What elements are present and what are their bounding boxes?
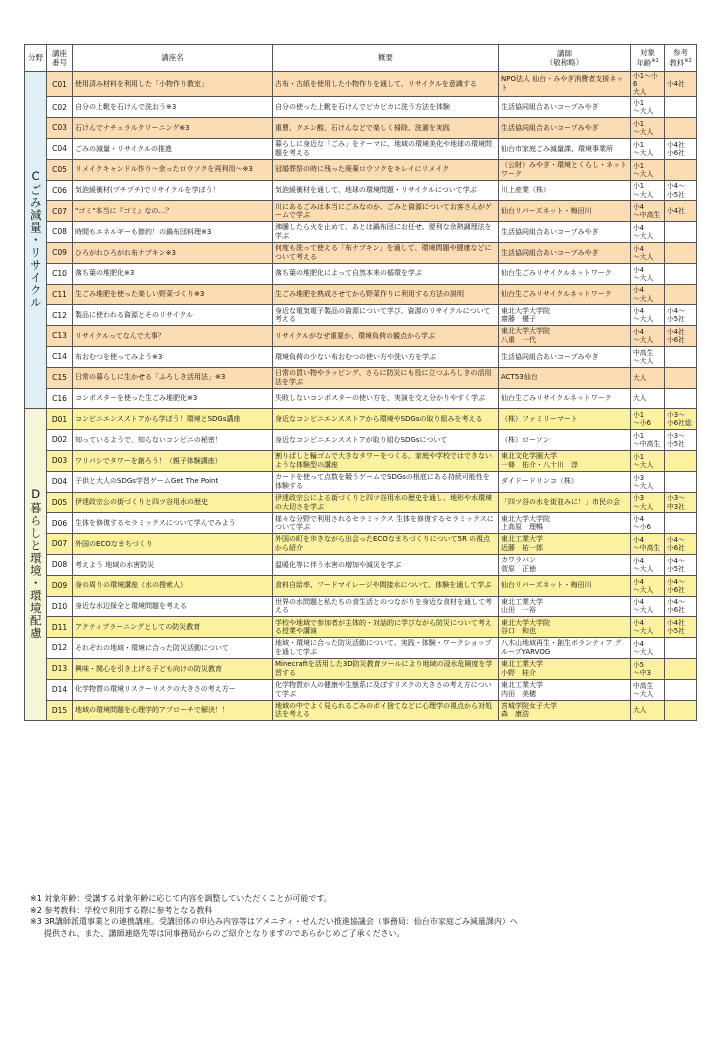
course-list [25, 72, 697, 721]
course-desc: 化学物質が人の健康や生態系に及ぼすリスクの大きさの考え方について学ぶ [273, 679, 499, 700]
course-reference [665, 679, 697, 700]
course-desc: 重曹、クエン酸、石けんなどで楽しく掃除、洗濯を実践 [273, 118, 499, 139]
course-row [25, 326, 697, 347]
course-row [25, 118, 697, 139]
course-desc: 落ち葉の堆肥化によって自然本来の循環を学ぶ [273, 263, 499, 284]
course-desc: リサイクルがなぜ重要か、環境負荷の観点から学ぶ [273, 326, 499, 347]
course-desc: 気泡緩衝材を通して、地球の環境問題・リサイクルについて学ぶ [273, 180, 499, 201]
course-desc: 沸騰したら火を止めて、あとは鍋布団にお任せ。便利な余熱調理法を学ぶ [273, 222, 499, 243]
course-code: D05 [47, 492, 73, 513]
course-row [25, 367, 697, 388]
course-code: D13 [47, 658, 73, 679]
section-label-text: Cごみ減量・リサイクル [28, 168, 43, 309]
section-label [25, 409, 47, 721]
course-title: ごみの減量・リサイクルの推進 [73, 139, 273, 160]
course-title: アクティブラーニングとしての防災教育 [73, 617, 273, 638]
course-reference [665, 243, 697, 264]
course-title: 生ごみ堆肥を使った楽しい野菜づくり※3 [73, 284, 273, 305]
course-desc: 古布・古紙を使用した小物作りを通して、リサイクルを意識する [273, 72, 499, 97]
section-label [25, 72, 47, 409]
course-audience: 小1～小6 大人 [631, 72, 665, 97]
course-reference: 小4社 小6社 [665, 326, 697, 347]
course-reference: 小4～ 小6社 [665, 575, 697, 596]
course-desc: 失敗しないコンポスターの使い方を、実演を交え分かりやすく学ぶ [273, 388, 499, 409]
course-audience: 小5 ～中3 [631, 658, 665, 679]
course-code: C05 [47, 159, 73, 180]
course-title: 使用済み材料を利用した「小物作り教室」 [73, 72, 273, 97]
course-lecturer: 仙台生ごみリサイクルネットワーク [499, 284, 631, 305]
course-audience: 小1 ～中高生 [631, 430, 665, 451]
course-lecturer: （株）ファミリーマート [499, 409, 631, 430]
header-code: 講座 番号 [47, 45, 73, 72]
course-code: D01 [47, 409, 73, 430]
course-audience: 小3 ～大人 [631, 492, 665, 513]
header-audience: 対象 年齢$^{※1}$ [631, 45, 665, 72]
course-row [25, 492, 697, 513]
course-reference: 小4～ 小6社 [665, 596, 697, 617]
course-reference [665, 638, 697, 659]
footnote: ※2 参考教科：学校で利用する際に参考となる教科 [30, 905, 213, 915]
course-lecturer: 生活協同組合あいコープみやぎ [499, 222, 631, 243]
course-title: 石けんでナチュラルクリーニング※3 [73, 118, 273, 139]
course-title: 子供と大人のSDGs学習ゲームGet The Point [73, 471, 273, 492]
course-code: C06 [47, 180, 73, 201]
footnote: 提供され、また、講師連絡先等は同事務局からのご紹介となりますのであらかじめご了承ください。 [44, 928, 405, 938]
course-code: C09 [47, 243, 73, 264]
course-lecturer: 生活協同組合あいコープみやぎ [499, 347, 631, 368]
course-desc: 何度も洗って使える「布ナプキン」を通して、環境問題や健康などについて考える [273, 243, 499, 264]
course-title: 気泡緩衝材(プチプチ)でリサイクルを学ぼう！ [73, 180, 273, 201]
course-reference [665, 97, 697, 118]
course-desc: 様々な分野で利用されるセラミックス 生体を修復するセラミックスについて学ぶ [273, 513, 499, 534]
footnote: ※3 3R講師派遣事業との連携講座。受講団体の申込み内容等はアメニティ・せんだい推進協議会（事務局：仙台市家庭ごみ減量課内）へ [30, 917, 518, 927]
course-row [25, 451, 697, 472]
course-audience: 中高生 ～大人 [631, 347, 665, 368]
course-title: 落ち葉の堆肥化※3 [73, 263, 273, 284]
course-title: 身近な水辺保全と環境問題を考える [73, 596, 273, 617]
course-desc: 日常の買い物やラッピング、さらに防災にも役に立つふろしきの活用法を学ぶ [273, 367, 499, 388]
course-code: C13 [47, 326, 73, 347]
course-desc: 食料自給率、フードマイレージや間接水について、体験を通して学ぶ [273, 575, 499, 596]
course-reference [665, 347, 697, 368]
header-lecturer: 講師 （敬称略） [499, 45, 631, 72]
course-title: それぞれの地域・環境に合った防災活動について [73, 638, 273, 659]
course-reference [665, 118, 697, 139]
course-row [25, 430, 697, 451]
course-code: D10 [47, 596, 73, 617]
course-audience: 小4 ～中高生 [631, 201, 665, 222]
course-reference: 小3～ 中3社 [665, 492, 697, 513]
course-audience: 大人 [631, 700, 665, 721]
course-desc: 自分の使った上靴を石けんでピカピカに洗う方法を体験 [273, 97, 499, 118]
course-row [25, 97, 697, 118]
course-desc: Minecraftを活用した3D防災教育ツールにより地域の浸水危険度を学習する [273, 658, 499, 679]
course-lecturer: （公財）みやぎ・環境とくらし・ネットワーク [499, 159, 631, 180]
course-audience: 小4 ～大人 [631, 305, 665, 326]
course-audience: 小4 ～大人 [631, 555, 665, 576]
course-row [25, 72, 697, 97]
course-lecturer: 東北工業大学 内田 美穂 [499, 679, 631, 700]
course-code: C01 [47, 72, 73, 97]
course-reference: 小4～ 小6社 [665, 534, 697, 555]
course-title: "ゴミ"本当に『ゴミ』なの…？ [73, 201, 273, 222]
course-audience: 中高生 ～大人 [631, 679, 665, 700]
course-lecturer: 生活協同組合あいコープみやぎ [499, 118, 631, 139]
course-reference [665, 263, 697, 284]
header-field: 分野 [25, 45, 47, 72]
course-row [25, 263, 697, 284]
course-reference [665, 284, 697, 305]
course-desc: 身近なコンビニエンスストアが取り組むSDGsについて [273, 430, 499, 451]
course-title: 日常の暮らしに生かせる「ふろしき活用法」※3 [73, 367, 273, 388]
course-code: C08 [47, 222, 73, 243]
course-row [25, 555, 697, 576]
course-title: 伊達政宗公の街づくりと四ツ谷用水の歴史 [73, 492, 273, 513]
course-row [25, 596, 697, 617]
course-audience: 小4 ～小6 [631, 513, 665, 534]
course-title: 地域の環境問題を心理学的アプローチで解決！！ [73, 700, 273, 721]
course-reference: 小4～ 小5社 [665, 555, 697, 576]
course-title: リサイクルってなんで大事？ [73, 326, 273, 347]
course-row [25, 638, 697, 659]
course-audience: 小3 ～大人 [631, 471, 665, 492]
course-code: D15 [47, 700, 73, 721]
course-row [25, 658, 697, 679]
course-row [25, 222, 697, 243]
course-row [25, 388, 697, 409]
course-lecturer: ACT53仙台 [499, 367, 631, 388]
course-title: 布おむつを使ってみよう※3 [73, 347, 273, 368]
course-desc: 温暖化等に伴う水害の増加や減災を学ぶ [273, 555, 499, 576]
course-title: ワリバシでタワーを創ろう！（親子体験講座） [73, 451, 273, 472]
course-lecturer: ダイドードリンコ（株） [499, 471, 631, 492]
course-desc: 外国の町を歩きながら出会ったECOなまちづくりについて5R の視点から紹介 [273, 534, 499, 555]
course-lecturer: （株）ローソン [499, 430, 631, 451]
course-lecturer: 生活協同組合あいコープみやぎ [499, 97, 631, 118]
course-reference: 小3～ 小6社総 [665, 409, 697, 430]
course-lecturer: 東北大学大学院 齋藤 優子 [499, 305, 631, 326]
course-reference [665, 159, 697, 180]
course-title: 考えよう 地域の水害防災 [73, 555, 273, 576]
course-row [25, 679, 697, 700]
course-lecturer: 宮城学院女子大学 森 康浩 [499, 700, 631, 721]
course-audience: 小1 ～大人 [631, 118, 665, 139]
course-code: C10 [47, 263, 73, 284]
course-desc: カードを使って点数を競うゲームでSDGsの根底にある持続可能性を体験する [273, 471, 499, 492]
course-title: 自分の上靴を石けんで洗おう※3 [73, 97, 273, 118]
course-audience: 小4 ～中高生 [631, 534, 665, 555]
course-code: C12 [47, 305, 73, 326]
course-row [25, 159, 697, 180]
course-row [25, 409, 697, 430]
course-reference: 小3～ 小5社 [665, 430, 697, 451]
course-reference [665, 222, 697, 243]
course-lecturer: 仙台リバーズネット・梅田川 [499, 201, 631, 222]
course-code: D03 [47, 451, 73, 472]
course-row [25, 347, 697, 368]
course-audience: 小1 ～大人 [631, 451, 665, 472]
course-desc: 学校や地域で参加者が主体的・対話的に学びながら防災について考える授業や講演 [273, 617, 499, 638]
course-title: コンビニエンスストアから学ぼう！環境とSDGs講座 [73, 409, 273, 430]
course-desc: 冠婚葬祭の時に残った廃棄ロウソクをキレイにリメイク [273, 159, 499, 180]
course-audience: 小4 ～大人 [631, 243, 665, 264]
course-lecturer: 生活協同組合あいコープみやぎ [499, 243, 631, 264]
course-reference [665, 451, 697, 472]
course-code: C02 [47, 97, 73, 118]
course-reference: 小4社 小5社 [665, 617, 697, 638]
course-lecturer: カワラバン 菅原 正徳 [499, 555, 631, 576]
course-row [25, 575, 697, 596]
course-lecturer: 東北大学大学院 谷口 和也 [499, 617, 631, 638]
course-reference: 小4社 [665, 201, 697, 222]
course-desc: 伊達政宗公による街づくりと四ツ谷用水の歴史を通し、地形や水環境の大切さを学ぶ [273, 492, 499, 513]
course-lecturer: 川上産業（株） [499, 180, 631, 201]
course-lecturer: 東北工業大学 小野 桂介 [499, 658, 631, 679]
course-lecturer: 東北工業大学 近藤 祐一郎 [499, 534, 631, 555]
course-audience: 小4 ～大人 [631, 617, 665, 638]
course-title: 興味・関心を引き上げる子ども向けの防災教育 [73, 658, 273, 679]
course-lecturer: 仙台生ごみリサイクルネットワーク [499, 263, 631, 284]
course-row [25, 243, 697, 264]
course-reference: 小4～ 小5社 [665, 180, 697, 201]
course-title: 身の周りの環境講座（水の搜索人） [73, 575, 273, 596]
course-title: 知っているようで、知らないコンビニの秘密！ [73, 430, 273, 451]
course-desc: 地域・環境に合った防災活動について、実践・体験・ワークショップを通して学ぶ [273, 638, 499, 659]
course-reference: 小4社 [665, 72, 697, 97]
course-code: C03 [47, 118, 73, 139]
course-audience: 小1 ～大人 [631, 159, 665, 180]
course-title: 製品に使われる資源とそのリサイクル [73, 305, 273, 326]
course-lecturer: 東北大学大学院 上高原 理暢 [499, 513, 631, 534]
course-row [25, 513, 697, 534]
course-audience: 小4 ～大人 [631, 638, 665, 659]
course-reference [665, 388, 697, 409]
course-lecturer: 東北工業大学 山田 一裕 [499, 596, 631, 617]
course-lecturer: 八木山地域再生・創生ボランティア グループYARVOG [499, 638, 631, 659]
course-audience: 小1 ～大人 [631, 97, 665, 118]
course-lecturer: 仙台リバーズネット・梅田川 [499, 575, 631, 596]
footnotes [30, 893, 710, 939]
course-reference: 小4社 小6社 [665, 139, 697, 160]
course-code: D14 [47, 679, 73, 700]
course-lecturer: 仙台市家庭ごみ減量課、環境事業所 [499, 139, 631, 160]
course-code: D04 [47, 471, 73, 492]
course-audience: 小1 ～大人 [631, 180, 665, 201]
course-desc: 割りばしと輪ゴムで大きなタワーをつくる、家庭や学校ではできないような体験型の講座 [273, 451, 499, 472]
course-title: 化学物質の環境リスクーリスクの大きさの考え方ー [73, 679, 273, 700]
course-title: ひろがれひろがれ布ナプキン※3 [73, 243, 273, 264]
course-desc: 川にあるごみは本当にごみなのか、ごみと資源についてお客さんがゲームで学ぶ [273, 201, 499, 222]
course-code: C11 [47, 284, 73, 305]
course-row [25, 180, 697, 201]
course-title: コンポスターを使った生ごみ堆肥化※3 [73, 388, 273, 409]
course-desc: 環境負荷の少ない布おむつの使い方や洗い方を学ぶ [273, 347, 499, 368]
course-title: 生体を修復するセラミックスについて学んでみよう [73, 513, 273, 534]
course-audience: 小4 ～大人 [631, 575, 665, 596]
course-code: C14 [47, 347, 73, 368]
course-desc: 世界の水問題と私たちの食生活とのつながりを身近な食材を通して考える [273, 596, 499, 617]
course-audience: 小4 ～大人 [631, 596, 665, 617]
course-audience: 大人 [631, 388, 665, 409]
course-audience: 小4 ～大人 [631, 222, 665, 243]
course-row [25, 305, 697, 326]
course-row [25, 201, 697, 222]
course-reference [665, 513, 697, 534]
course-audience: 小4 ～大人 [631, 284, 665, 305]
course-desc: 暮らしに身近な「ごみ」をテーマに、地域の環境美化や地球の環境問題を考える [273, 139, 499, 160]
header-desc: 概要 [273, 45, 499, 72]
course-code: D08 [47, 555, 73, 576]
header-row [25, 45, 697, 72]
course-code: C15 [47, 367, 73, 388]
course-audience: 大人 [631, 367, 665, 388]
course-row [25, 471, 697, 492]
course-code: D06 [47, 513, 73, 534]
course-code: C16 [47, 388, 73, 409]
course-lecturer: 東北大学大学院 八重 一代 [499, 326, 631, 347]
course-title: 時間もエネルギーも節約！の鍋布団料理※3 [73, 222, 273, 243]
course-title: リメイクキャンドル作り～余ったロウソクを再利用～※3 [73, 159, 273, 180]
course-audience: 小1 ～大人 [631, 139, 665, 160]
course-desc: 生ごみ堆肥を熟成させてから野菜作りに利用する方法の説明 [273, 284, 499, 305]
course-code: C07 [47, 201, 73, 222]
course-row [25, 139, 697, 160]
course-lecturer: NPO法人 仙台・みやぎ消費者支援ネット [499, 72, 631, 97]
course-row [25, 700, 697, 721]
course-code: D12 [47, 638, 73, 659]
section-label-text: D暮らしと環境・環境配慮 [28, 486, 43, 640]
course-reference [665, 471, 697, 492]
course-desc: 身近な電気電子製品の資源について学び、資源のリサイクルについて考える [273, 305, 499, 326]
course-lecturer: 「四ツ谷の水を街並みに！」市民の会 [499, 492, 631, 513]
course-table [24, 44, 697, 721]
course-code: D11 [47, 617, 73, 638]
course-code: D02 [47, 430, 73, 451]
course-audience: 小4 ～大人 [631, 326, 665, 347]
course-reference [665, 367, 697, 388]
course-audience: 小4 ～大人 [631, 263, 665, 284]
header-reference: 参考 教科$^{※2}$ [665, 45, 697, 72]
course-row [25, 284, 697, 305]
course-row [25, 534, 697, 555]
course-lecturer: 東北文化学園大学 一條 佑介・八十川 淳 [499, 451, 631, 472]
course-desc: 身近なコンビニエンスストアから環境やSDGsの取り組みを考える [273, 409, 499, 430]
course-reference [665, 658, 697, 679]
course-desc: 地域の中でよく見られるごみのポイ捨てなどに心理学の視点から対処法を考える [273, 700, 499, 721]
course-code: D07 [47, 534, 73, 555]
course-audience: 小1 ～小6 [631, 409, 665, 430]
course-row [25, 617, 697, 638]
course-title: 外国のECOなまちづくり [73, 534, 273, 555]
header-title: 講座名 [73, 45, 273, 72]
course-reference [665, 700, 697, 721]
course-code: D09 [47, 575, 73, 596]
course-code: C04 [47, 139, 73, 160]
course-lecturer: 仙台生ごみリサイクルネットワーク [499, 388, 631, 409]
footnote: ※1 対象年齢：受講する対象年齢に応じて内容を調整していただくことが可能です。 [30, 894, 332, 903]
course-reference: 小4～ 小5社 [665, 305, 697, 326]
